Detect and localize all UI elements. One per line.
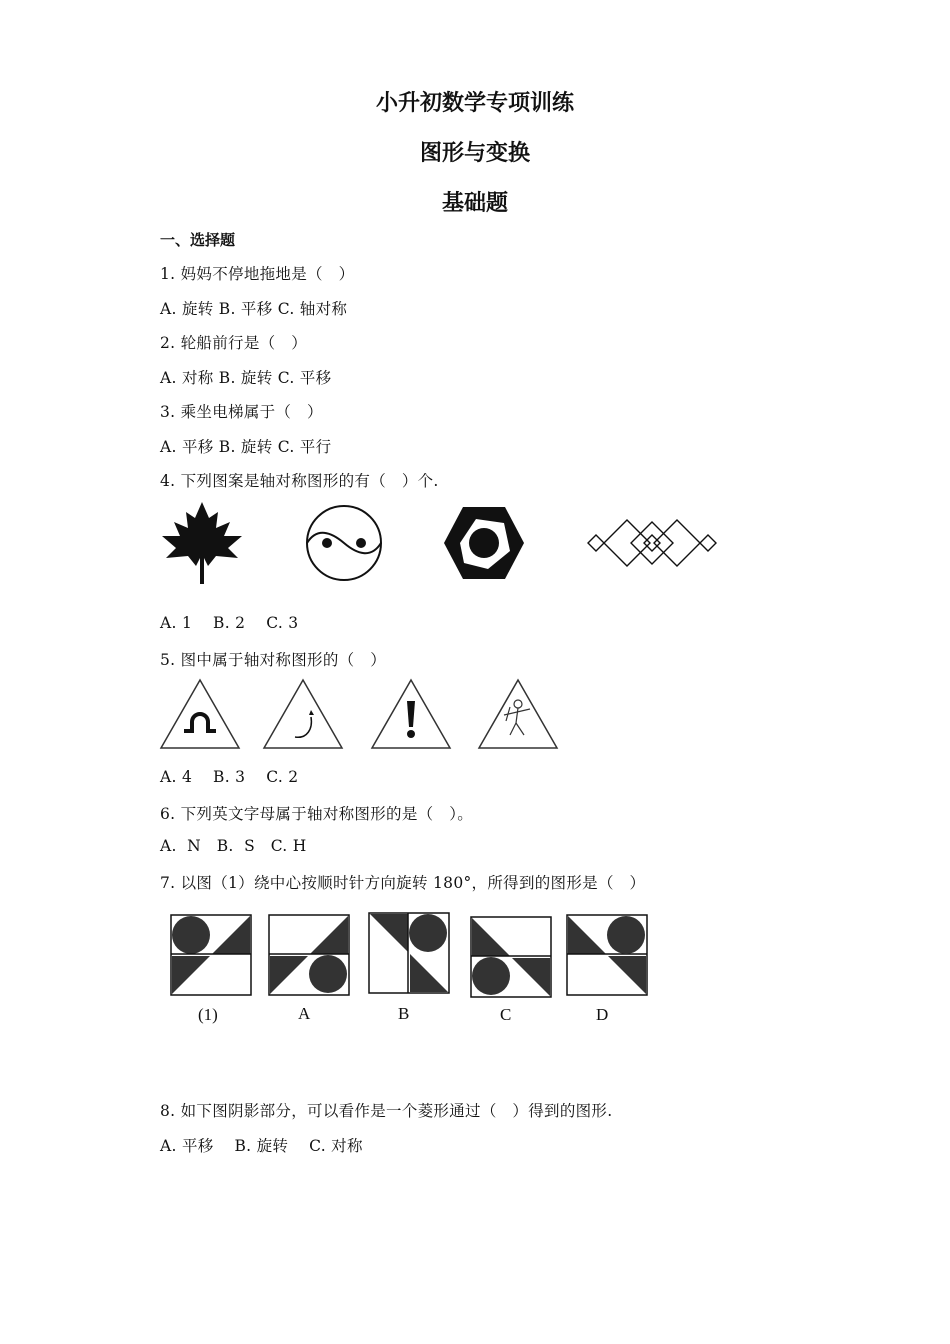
question-3-options: A. 平移 B. 旋转 C. 平行 [160, 438, 332, 456]
section-heading: 一、选择题 [160, 231, 236, 249]
question-4-stem: 4. 下列图案是轴对称图形的有（ ）个. [160, 472, 439, 490]
square-figure-1 [170, 914, 252, 996]
document-subtitle: 图形与变换 [419, 141, 530, 166]
question-6-options: A. N B. S C. H [160, 837, 307, 855]
question-2-options: A. 对称 B. 旋转 C. 平移 [160, 369, 332, 387]
triangle-person-sign [476, 677, 560, 751]
square-figure-b [368, 912, 450, 994]
figure-label-a: A [298, 1004, 311, 1023]
triangle-exclamation-sign [369, 677, 453, 751]
yin-yang-figure [303, 502, 385, 584]
interlocking-diamonds-figure [586, 510, 718, 576]
question-8-options: A. 平移 B. 旋转 C. 对称 [160, 1137, 363, 1155]
question-8-stem: 8. 如下图阴影部分，可以看作是一个菱形通过（ ）得到的图形. [160, 1102, 613, 1120]
question-3-stem: 3. 乘坐电梯属于（ ） [160, 403, 323, 421]
triangle-curve-arrow-sign [261, 677, 345, 751]
figure-label-1: (1) [198, 1005, 218, 1024]
question-5-options: A. 4 B. 3 C. 2 [160, 768, 299, 786]
question-6-stem: 6. 下列英文字母属于轴对称图形的是（ ）。 [160, 805, 474, 823]
square-figure-a [268, 914, 350, 996]
question-7-stem: 7. 以图（1）绕中心按顺时针方向旋转 180°，所得到的图形是（ ） [160, 874, 646, 892]
question-1-options: A. 旋转 B. 平移 C. 轴对称 [160, 300, 348, 318]
figure-label-b: B [398, 1004, 410, 1023]
question-4-options: A. 1 B. 2 C. 3 [160, 614, 299, 632]
question-2-stem: 2. 轮船前行是（ ） [160, 334, 308, 352]
square-figure-c [470, 916, 552, 998]
document-title: 小升初数学专项训练 [375, 91, 574, 116]
triangle-arch-sign [158, 677, 242, 751]
document-level: 基础题 [441, 191, 508, 216]
question-5-stem: 5. 图中属于轴对称图形的（ ） [160, 651, 387, 669]
question-1-stem: 1. 妈妈不停地拖地是（ ） [160, 265, 355, 283]
figure-label-c: C [500, 1005, 512, 1024]
hexagon-figure [442, 505, 526, 581]
square-figure-d [566, 914, 648, 996]
maple-leaf-figure [158, 500, 248, 588]
figure-label-d: D [596, 1005, 609, 1024]
